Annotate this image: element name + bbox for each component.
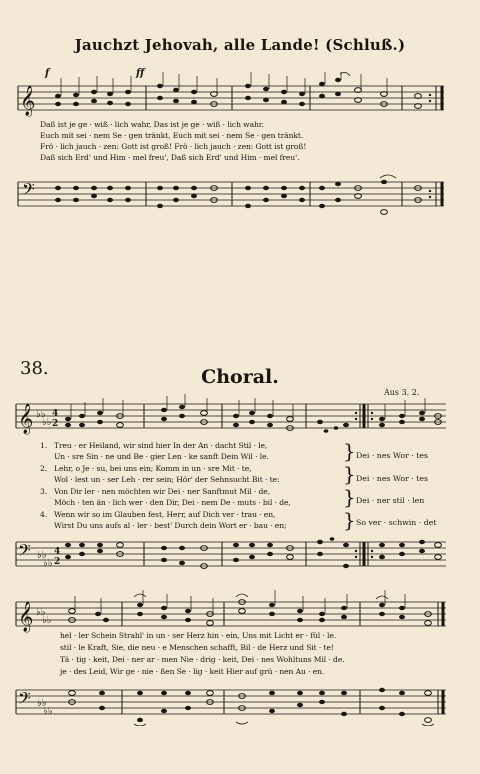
verse-number: 3. <box>40 487 48 496</box>
svg-text:2: 2 <box>54 557 61 567</box>
svg-text:2: 2 <box>52 419 59 429</box>
verse-line: Wenn wir so im Glauben fest, Herr, auf Dich ver · trau · en, <box>54 510 276 519</box>
verse-line: Von Dir ler · nen möchten wir Dei · ner Sanftmut Mil · de, <box>54 487 271 496</box>
svg-text:4: 4 <box>54 547 61 557</box>
hymn1-lyric-line: Daß ist je ge · wiß · lich wahr, Das ist je ge · wiß · lich wahr. <box>40 120 264 129</box>
brace-icon: } <box>343 485 356 509</box>
hymn1-title: Jauchzt Jehovah, alle Lande! (Schluß.) <box>74 36 406 54</box>
brace-icon: } <box>343 439 356 463</box>
svg-text:♭♭: ♭♭ <box>37 698 47 709</box>
flat-icon: ♭♭ <box>42 417 52 428</box>
svg-text:♭♭: ♭♭ <box>37 550 47 561</box>
time-signature: 4 <box>52 409 59 419</box>
hymn2-bass-staff-1 <box>10 532 450 576</box>
verse-line: Treu · er Heiland, wir sind hier In der An · dacht Stil · le, <box>54 441 268 450</box>
verse-line: Wirst Du uns aufs al · ler · best' Durch dein Wort er · bau · en; <box>54 521 287 530</box>
continuation-line: je · des Leid, Wir ge · nie · ßen Se · lig · keit Hier auf grü · nen Au · en. <box>60 667 325 676</box>
verse-number: 4. <box>40 510 48 519</box>
hymn2-treble-staff-2 <box>10 590 450 634</box>
refrain-text: So ver · schwin · det <box>356 518 437 527</box>
verse-number: 2. <box>40 464 48 473</box>
dynamic-fortissimo: ff <box>136 68 145 79</box>
staff-lines <box>18 86 444 110</box>
hymn2-bass-staff-2 <box>10 680 450 726</box>
hymn1-bass-staff <box>10 168 450 220</box>
svg-text:♭♭: ♭♭ <box>43 558 53 569</box>
dynamic-forte: f <box>45 68 50 79</box>
hymn1-lyric-line: Frö · lich jauch · zen: Gott ist groß! Frö · lich jauch · zen: Gott ist groß! <box>40 142 307 151</box>
continuation-line: Tä · tig · keit, Dei · ner ar · men Nie · drig · keit, Dei · nes Wohltuns Mil · de. <box>60 655 345 664</box>
brace-icon: } <box>343 508 356 532</box>
treble-clef-icon: 𝄞 <box>18 404 34 434</box>
verse-line: Un · sre Sin · ne und Be · gier Len · ke sanft Dein Wil · le. <box>54 452 269 461</box>
continuation-line: stil · le Kraft, Sie, die neu · e Menschen schafft, Bil · de Herz und Sit · te! <box>60 643 334 652</box>
verse-number: 1. <box>40 441 48 450</box>
treble-clef-icon: 𝄞 <box>18 602 34 632</box>
hymn1-lyric-line: Daß sich Erd' und Him · mel freu', Daß sich Erd' und Him · mel freu'. <box>40 153 300 162</box>
verse-line: Wol · lest un · ser Leh · rer sein; Hör' der Sehnsucht Bit · te: <box>54 475 280 484</box>
verse-line: Möch · ten än · lich wer · den Dir, Dei · nem De · muts · bil · de, <box>54 498 291 507</box>
hymn2-treble-staff-1 <box>10 394 450 438</box>
treble-clef-icon: 𝄞 <box>20 86 36 116</box>
hymn-number: 38. <box>20 358 49 379</box>
hymn1-treble-staff <box>10 72 450 120</box>
bass-clef-icon: 𝄢 <box>18 540 31 564</box>
continuation-line: hel · ler Schein Strahl' in un · ser Herz hin · ein, Uns mit Licht er · fül · le. <box>60 631 337 640</box>
refrain-text: Dei · nes Wor · tes <box>356 451 428 460</box>
source-note: Aus 3. 2. <box>384 388 420 397</box>
svg-text:♭♭: ♭♭ <box>36 607 46 618</box>
brace-icon: } <box>343 462 356 486</box>
svg-text:♭♭: ♭♭ <box>43 706 53 717</box>
verse-line: Lehr, o Je · su, bei uns ein; Komm in un · sre Mit · te, <box>54 464 252 473</box>
hymn2-title: Choral. <box>201 366 279 388</box>
refrain-text: Dei · ner stil · len <box>356 496 425 505</box>
hymn1-lyric-line: Euch mit sei · nem Se · gen tränkt, Euch mit sei · nem Se · gen tränkt. <box>40 131 304 140</box>
flat-icon: ♭♭ <box>36 409 46 420</box>
bass-clef-icon: 𝄢 <box>18 688 31 712</box>
svg-text:♭♭: ♭♭ <box>42 615 52 626</box>
bass-clef-icon: 𝄢 <box>22 179 35 203</box>
refrain-text: Dei · nes Wor · tes <box>356 474 428 483</box>
